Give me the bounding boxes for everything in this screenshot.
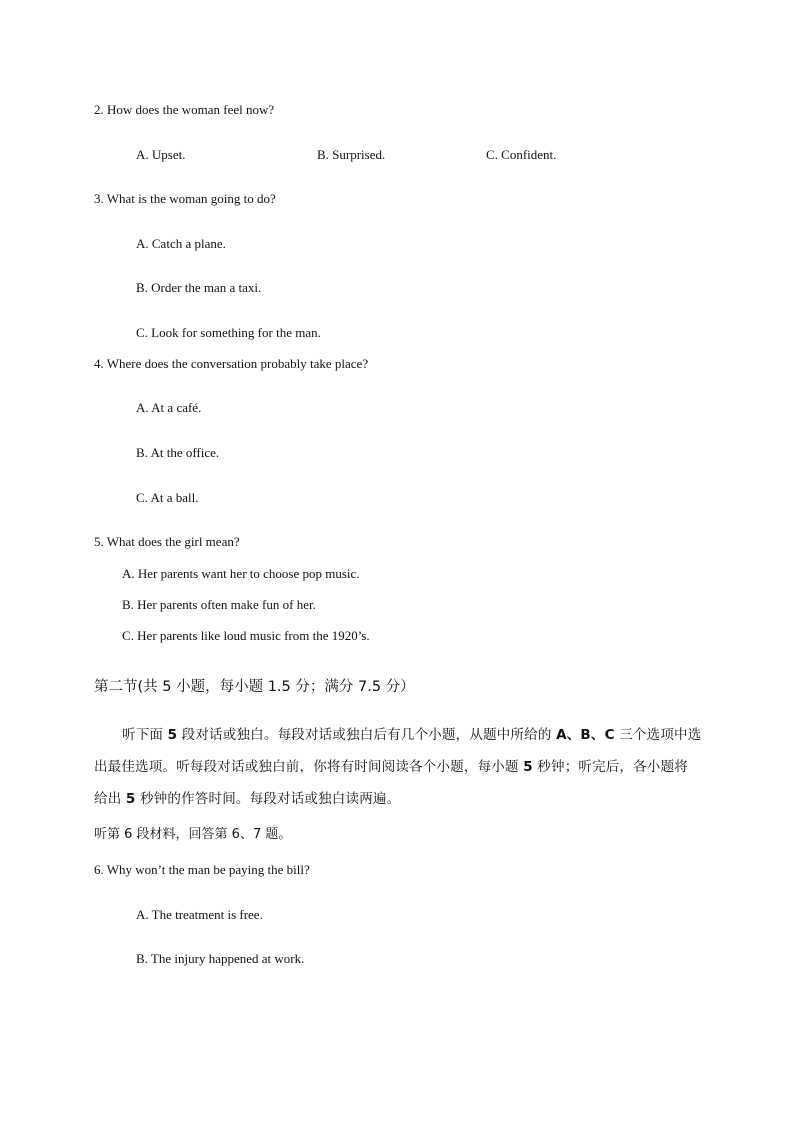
question-6-option-a: A. The treatment is free.	[136, 907, 263, 922]
section-2-instructions-line-3: 给出 5 秒钟的作答时间。每段对话或独白读两遍。	[94, 791, 401, 807]
question-5-option-a: A. Her parents want her to choose pop music.	[122, 566, 360, 581]
question-5-option-b: B. Her parents often make fun of her.	[122, 597, 316, 612]
section-2-instructions-line-2: 出最佳选项。听每段对话或独白前，你将有时间阅读各个小题，每小题 5 秒钟；听完后，各小题将	[94, 759, 688, 775]
question-4-option-c: C. At a ball.	[136, 490, 199, 505]
question-3-option-b: B. Order the man a taxi.	[136, 280, 262, 295]
question-4-option-a: A. At a café.	[136, 400, 202, 415]
question-2: 2. How does the woman feel now?	[94, 102, 275, 117]
question-2-option-a: A. Upset.	[136, 147, 186, 162]
question-3-option-a: A. Catch a plane.	[136, 236, 226, 251]
question-3-option-c: C. Look for something for the man.	[136, 325, 321, 340]
question-4-option-b: B. At the office.	[136, 445, 220, 460]
question-3: 3. What is the woman going to do?	[94, 191, 276, 206]
question-4: 4. Where does the conversation probably take place?	[94, 356, 369, 371]
section-2-instructions-line-1: 听下面 5 段对话或独白。每段对话或独白后有几个小题，从题中所给的 A、B、C 三个选项中选	[122, 727, 702, 743]
material-6-instruction: 听第 6 段材料，回答第 6、7 题。	[94, 827, 292, 842]
section-2-heading: 第二节(共 5 小题，每小题 1.5 分；满分 7.5 分）	[94, 679, 415, 695]
question-5-option-c: C. Her parents like loud music from the 1920’s.	[122, 628, 370, 643]
question-2-option-b: B. Surprised.	[317, 147, 386, 162]
question-6-option-b: B. The injury happened at work.	[136, 951, 305, 966]
question-6: 6. Why won’t the man be paying the bill?	[94, 862, 310, 877]
question-5: 5. What does the girl mean?	[94, 534, 240, 549]
question-2-option-c: C. Confident.	[486, 147, 557, 162]
